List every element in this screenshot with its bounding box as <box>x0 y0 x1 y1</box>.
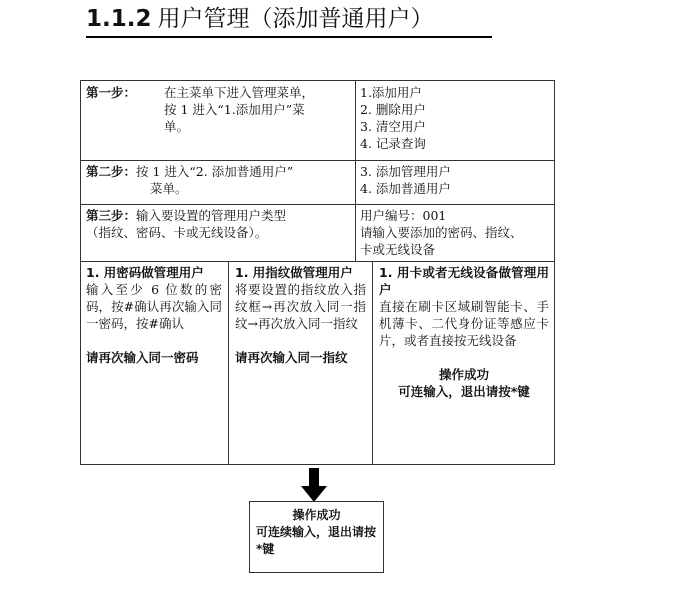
step-1-line: 单。 <box>164 119 190 134</box>
step-1-line: 按 1 进入“1.添加用户”菜 <box>164 102 305 117</box>
method-password-body: 输入至少 6 位数的密码，按#确认再次输入同一密码，按#确认 <box>86 282 222 331</box>
method-fingerprint-confirm: 请再次输入同一指纹 <box>235 350 348 365</box>
step-3-line: （指纹、密码、卡或无线设备）。 <box>86 225 268 240</box>
step-2-line: 按 1 进入“2. 添加普通用户” <box>136 164 294 179</box>
step-1-line: 在主菜单下进入管理菜单， <box>164 85 315 100</box>
method-card-title: 1. 用卡或者无线设备做管理用户 <box>379 265 549 297</box>
result-title: 操作成功 <box>292 508 341 522</box>
step-2-screen <box>360 163 550 197</box>
menu-item-add-admin-user: 3. 添加管理用户 <box>360 164 451 179</box>
method-card-body: 直接在刷卡区域刷智能卡、手机薄卡、二代身份证等感应卡片，或者直接按无线设备 <box>379 299 549 348</box>
method-password-title: 1. 用密码做管理用户 <box>86 265 204 280</box>
step-2-line: 菜单。 <box>150 181 188 196</box>
section-number: 1.1.2 <box>86 6 152 32</box>
table-divider-row-2 <box>80 204 555 205</box>
menu-item-add-normal-user: 4. 添加普通用户 <box>360 181 451 196</box>
method-card-confirm-text: 可连输入，退出请按*键 <box>398 384 530 399</box>
method-fingerprint <box>229 264 372 366</box>
table-divider-row-3 <box>80 261 555 262</box>
menu-item-record-query: 4. 记录查询 <box>360 136 426 151</box>
menu-item-clear-users: 3. 清空用户 <box>360 119 426 134</box>
step-1-label: 第一步： <box>86 85 137 100</box>
result-text: 可连续输入，退出请按*键 <box>256 525 377 556</box>
step-3-instruction <box>86 207 356 241</box>
screen-prompt: 卡或无线设备 <box>360 242 436 257</box>
down-arrow-icon <box>301 468 327 502</box>
step-1-instruction <box>164 84 352 135</box>
method-fingerprint-title: 1. 用指纹做管理用户 <box>235 265 353 280</box>
step-3-line: 输入要设置的管理用户类型 <box>136 208 287 223</box>
table-divider-row-1 <box>80 160 555 161</box>
screen-prompt: 请输入要添加的密码、指纹、 <box>360 225 523 240</box>
method-password <box>80 264 228 366</box>
method-password-confirm: 请再次输入同一密码 <box>86 350 199 365</box>
menu-item-delete-user: 2. 删除用户 <box>360 102 426 117</box>
step-2-instruction <box>86 163 356 197</box>
menu-item-add-user: 1.添加用户 <box>360 85 422 100</box>
step-3-screen <box>360 207 550 258</box>
result-box <box>249 501 384 573</box>
step-2-label: 第二步： <box>86 164 137 179</box>
section-heading <box>86 2 492 38</box>
method-card-confirm-title: 操作成功 <box>438 367 489 382</box>
method-fingerprint-body: 将要设置的指纹放入指纹框→再次放入同一指纹→再次放入同一指纹 <box>235 282 366 331</box>
method-card <box>373 264 555 400</box>
screen-user-number: 用户编号：001 <box>360 208 447 223</box>
section-title: 用户管理（添加普通用户） <box>157 6 434 32</box>
step-3-label: 第三步： <box>86 208 137 223</box>
step-1-screen <box>360 84 550 152</box>
